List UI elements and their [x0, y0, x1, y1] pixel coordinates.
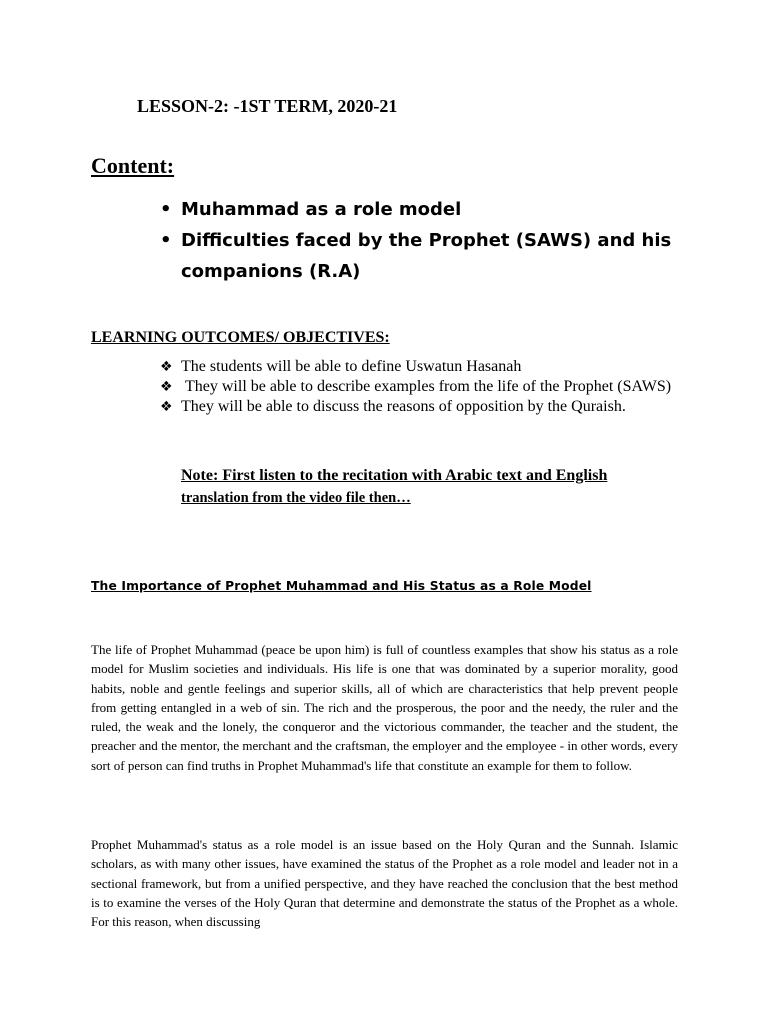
diamond-bullet-icon: ❖: [160, 399, 173, 415]
topic-item: [160, 194, 700, 225]
topic-list: [160, 194, 700, 287]
objective-text: They will be able to describe examples from the life of the Prophet (SAWS): [181, 378, 672, 395]
note-block: [181, 465, 681, 509]
topic-item: [160, 225, 700, 287]
objectives-heading: LEARNING OUTCOMES/ OBJECTIVES:: [91, 329, 390, 346]
objective-item: [160, 377, 680, 397]
objective-text: The students will be able to define Uswatun Hasanah: [181, 358, 522, 375]
body-paragraph: The life of Prophet Muhammad (peace be upon him) is full of countless examples that show his status as a role model for Muslim societies and individuals. His life is one that was dominated by a superior morality, good habits, noble and gentle feelings and superior skills, all of which are characteristics that help prevent people from getting entangled in a web of sin. The rich and the prosperous, the poor and the needy, the ruler and the ruled, the weak and the lonely, the conqueror and the victorious commander, the teacher and the student, the preacher and the mentor, the merchant and the craftsman, the employer and the employee - in other words, every sort of person can find truths in Prophet Muhammad's life that constitute an example for them to follow.: [91, 642, 678, 773]
content-heading: Content:: [91, 153, 175, 178]
topic-text: Muhammad as a role model: [181, 199, 462, 220]
diamond-bullet-icon: ❖: [160, 359, 173, 375]
topic-text: Difficulties faced by the Prophet (SAWS) and his companions (R.A): [181, 230, 672, 282]
objective-text: They will be able to discuss the reasons of opposition by the Quraish.: [181, 398, 626, 415]
note-line-2: translation from the video file then…: [181, 490, 411, 506]
objective-list: [160, 357, 680, 417]
bullet-icon: •: [160, 199, 172, 220]
bullet-icon: •: [160, 230, 172, 251]
section-heading: The Importance of Prophet Muhammad and His Status as a Role Model: [91, 579, 592, 593]
body-paragraph: Prophet Muhammad's status as a role model is an issue based on the Holy Quran and the Sunnah. Islamic scholars, as with many other issues, have examined the status of the Prophet as a role model and leader not in a sectional framework, but from a unified perspective, and they have reached the conclusion that the best method is to examine the verses of the Holy Quran that determine and demonstrate the status of the Prophet as a whole. For this reason, when discussing: [91, 837, 678, 930]
lesson-title: LESSON-2: -1ST TERM, 2020-21: [137, 96, 398, 116]
objective-item: [160, 397, 680, 417]
note-line-1: Note: First listen to the recitation with Arabic text and English: [181, 467, 608, 484]
diamond-bullet-icon: ❖: [160, 379, 173, 395]
objective-item: [160, 357, 680, 377]
